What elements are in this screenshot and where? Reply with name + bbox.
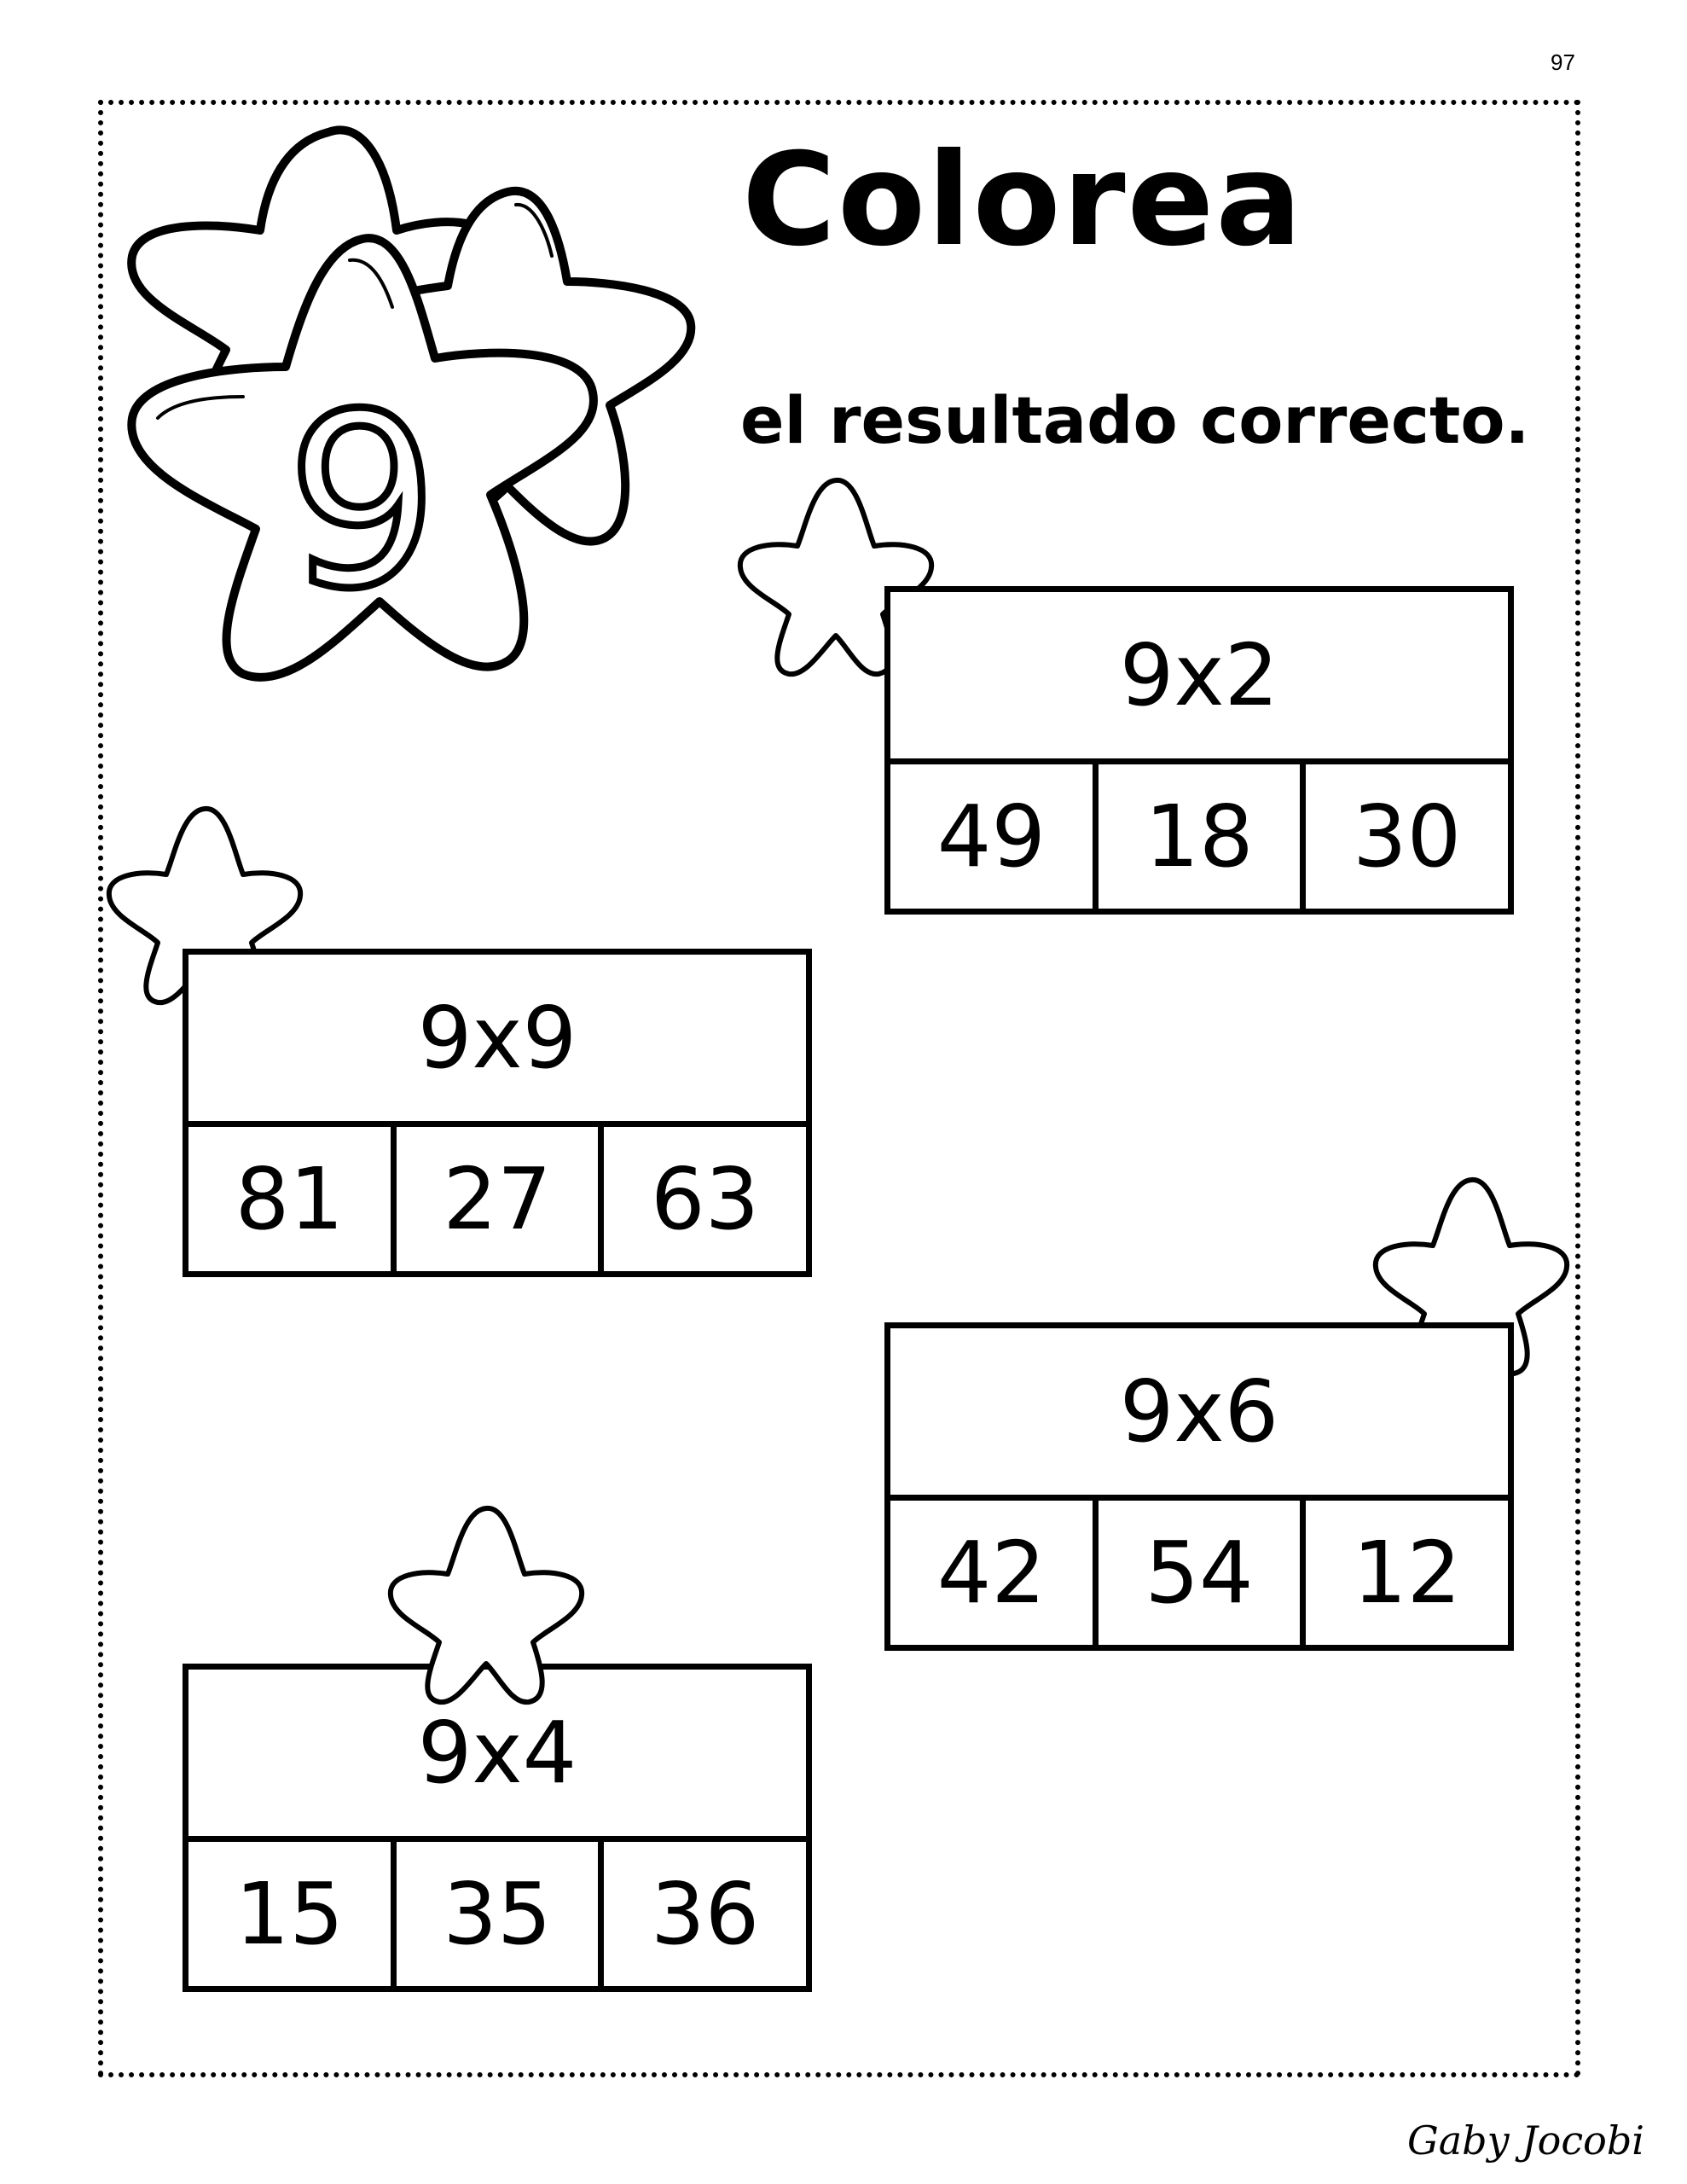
big-star-cluster-icon	[107, 111, 721, 725]
answer-option[interactable]: 49	[890, 764, 1099, 909]
page-title: Colorea	[742, 126, 1304, 275]
answer-option[interactable]: 18	[1099, 764, 1307, 909]
answer-option[interactable]: 81	[188, 1127, 397, 1271]
page-number: 97	[1551, 49, 1575, 75]
answer-option[interactable]: 63	[651, 1149, 760, 1249]
answer-option[interactable]: 54	[1099, 1501, 1307, 1645]
problem-question: 9x6	[890, 1328, 1508, 1501]
answer-option[interactable]: 35	[397, 1842, 605, 1986]
answer-option[interactable]: 36	[651, 1864, 760, 1964]
problem-question: 9x2	[890, 592, 1508, 764]
problem-question: 9x4	[188, 1670, 806, 1842]
problem-card	[183, 1664, 812, 1992]
problem-card	[884, 1322, 1514, 1651]
small-star-icon	[384, 1502, 588, 1706]
answer-option[interactable]: 15	[188, 1842, 397, 1986]
author-signature: Gaby Jocobi	[1407, 2117, 1644, 2164]
problem-card	[183, 949, 812, 1277]
problem-question: 9x9	[188, 955, 806, 1127]
answer-option[interactable]: 27	[397, 1127, 605, 1271]
answer-option[interactable]: 42	[890, 1501, 1099, 1645]
page-subtitle: el resultado correcto.	[740, 382, 1530, 458]
problem-card	[884, 586, 1514, 915]
big-flower-number: 9	[286, 363, 439, 642]
answer-option[interactable]: 30	[1353, 787, 1462, 886]
answer-option[interactable]: 12	[1353, 1523, 1462, 1623]
